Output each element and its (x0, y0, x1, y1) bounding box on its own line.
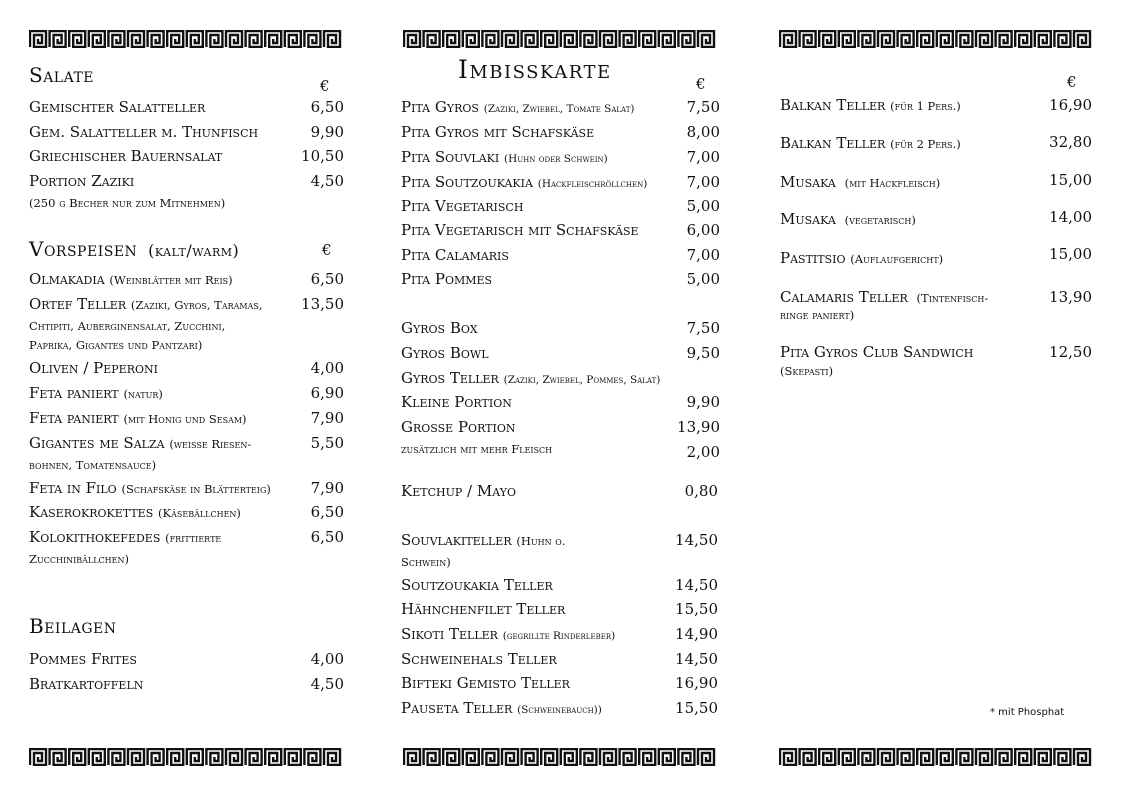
item-note: (mit Hackfleisch) (844, 176, 941, 190)
item-label: Pita Pommes (401, 270, 493, 288)
meander-border-bottom-right (779, 748, 1093, 766)
menu-item-price: 9,90 (686, 393, 720, 411)
menu-item-price: 10,50 (301, 147, 344, 165)
menu-item-name: Bratkartoffeln (29, 675, 144, 693)
item-note: (Tintenfisch- (916, 291, 989, 305)
item-note: (Hackfleischröllchen) (537, 178, 648, 190)
menu-title: Imbisskarte (458, 55, 612, 84)
menu-item-price: 14,90 (675, 625, 718, 643)
menu-item-price: 7,00 (686, 148, 720, 166)
meander-pattern (403, 748, 717, 766)
currency-symbol: € (696, 75, 706, 93)
beilagen-heading: Beilagen (29, 614, 117, 638)
menu-item-price: 7,00 (686, 173, 720, 191)
menu-item-price: 15,50 (675, 600, 718, 618)
meander-pattern (779, 748, 1093, 766)
salate-heading: Salate (29, 63, 95, 87)
menu-item-name: Gyros Bowl (401, 344, 489, 362)
menu-item-name (29, 503, 241, 522)
item-label: Pita Gyros mit Schafskäse (401, 123, 595, 141)
menu-item-price: 16,90 (1049, 96, 1092, 114)
meander-pattern (779, 30, 1093, 48)
item-label: Ortef Teller (29, 295, 127, 313)
item-note: (Huhn oder Schwein) (504, 153, 608, 165)
menu-item-name: Griechischer Bauernsalat (29, 147, 223, 165)
menu-item-price: 4,50 (310, 172, 344, 190)
item-label: Soutzoukakia Teller (401, 576, 553, 594)
item-note: (weiße Riesen- (169, 437, 252, 451)
item-label: Kaserokrokettes (29, 503, 154, 521)
item-label: Pita Vegetarisch (401, 197, 524, 215)
menu-item-name (780, 173, 940, 192)
menu-item-name: Gem. Salatteller m. Thunfisch (29, 123, 259, 141)
currency-symbol: € (320, 77, 330, 95)
menu-item-price: 14,50 (675, 650, 718, 668)
meander-pattern (29, 748, 343, 766)
menu-item-name (401, 674, 570, 692)
item-label: Feta paniert (29, 409, 119, 427)
menu-item-name (401, 246, 509, 264)
menu-item-name (29, 270, 233, 289)
menu-item-price: 8,00 (686, 123, 720, 141)
item-note: (Zaziki, Zwiebel, Pommes, Salat) (503, 374, 661, 386)
item-note: (Weinblätter mit Reis) (109, 273, 233, 287)
item-label: Souvlakiteller (401, 531, 512, 549)
menu-item-price: 5,00 (686, 270, 720, 288)
menu-item-price: 4,00 (310, 359, 344, 377)
menu-item-price: 2,00 (686, 443, 720, 461)
item-label: Pita Calamaris (401, 246, 509, 264)
menu-item-name (401, 98, 634, 118)
item-label: Pita Gyros (401, 98, 479, 116)
menu-item-name (29, 359, 158, 377)
menu-item-name: Kleine Portion (401, 393, 512, 411)
item-note: (Schweinebauch)) (517, 704, 602, 716)
menu-item-note: Zucchinibällchen) (29, 552, 129, 566)
menu-item-price: 7,00 (686, 246, 720, 264)
menu-item-price: 13,90 (1049, 288, 1092, 306)
vorspeisen-heading (29, 238, 239, 262)
right-column (748, 0, 1122, 793)
item-note: (natur) (123, 387, 163, 401)
item-note: (vegetarisch) (844, 213, 916, 227)
menu-item-name: Pommes Frites (29, 650, 137, 668)
menu-item-name (401, 600, 565, 618)
menu-item-name (29, 409, 247, 428)
menu-item-name (401, 699, 602, 719)
meander-border-top-middle (403, 30, 717, 48)
item-label: Pastitsio (780, 249, 846, 267)
left-column (0, 0, 374, 793)
item-label: Kolokithokefedes (29, 528, 161, 546)
item-label: Balkan Teller (780, 134, 886, 152)
menu-item-name (29, 384, 163, 403)
item-label: Pauseta Teller (401, 699, 513, 717)
menu-item-price: 4,00 (310, 650, 344, 668)
item-label: Musaka (780, 210, 836, 228)
menu-item-name (780, 134, 961, 153)
menu-item-name (780, 96, 961, 115)
menu-item-price: 6,50 (310, 503, 344, 521)
menu-item-note: Paprika, Gigantes und Pantzari) (29, 338, 203, 352)
menu-item-price: 32,80 (1049, 133, 1092, 151)
item-label: Pita Soutzoukakia (401, 173, 533, 191)
item-note: (Huhn o. (516, 534, 566, 548)
meander-border-top-left (29, 30, 343, 48)
menu-item-name (401, 173, 647, 193)
item-label: Feta paniert (29, 384, 119, 402)
meander-border-top-right (779, 30, 1093, 48)
menu-item-price: 15,50 (675, 699, 718, 717)
meander-border-bottom-left (29, 748, 343, 766)
item-label: Feta in Filo (29, 479, 117, 497)
item-note: (Schafskäse in Blätterteig) (121, 482, 271, 496)
item-note: (Zaziki, Zwiebel, Tomate Salat) (483, 103, 635, 115)
menu-item-price: 9,50 (686, 344, 720, 362)
item-label: Pita Vegetarisch mit Schafskäse (401, 221, 639, 239)
menu-item-price: 9,90 (310, 123, 344, 141)
menu-item-name (401, 270, 492, 288)
menu-item-price: 12,50 (1049, 343, 1092, 361)
menu-item-name (401, 123, 594, 141)
menu-item-name (780, 249, 943, 268)
menu-item-note: Schwein) (401, 555, 451, 569)
item-label: Gyros Teller (401, 369, 499, 387)
item-label: Hähnchenfilet Teller (401, 600, 566, 618)
item-note: (frittierte (165, 531, 222, 545)
item-note: (Auflaufgericht) (850, 252, 944, 266)
menu-item-price: 7,90 (310, 409, 344, 427)
meander-pattern (403, 30, 717, 48)
menu-item-price: 14,50 (675, 531, 718, 549)
item-note: (für 1 Pers.) (890, 99, 961, 113)
menu-item-price: 6,90 (310, 384, 344, 402)
menu-item-note: bohnen, Tomatensauce) (29, 458, 157, 472)
item-label: Schweinehals Teller (401, 650, 557, 668)
menu-item-price: 6,50 (310, 528, 344, 546)
menu-item-name: Gemischter Salatteller (29, 98, 206, 116)
menu-item-name: Gyros Box (401, 319, 478, 337)
item-note: (gegrillte Rinderleber) (502, 630, 616, 642)
currency-symbol: € (1067, 73, 1077, 91)
menu-item-price: 5,50 (310, 434, 344, 452)
item-label: Oliven / Peperoni (29, 359, 158, 377)
meander-border-bottom-middle (403, 748, 717, 766)
menu-item-note: ringe paniert) (780, 308, 855, 322)
item-label: Musaka (780, 173, 836, 191)
menu-item-note: (Skepasti) (780, 364, 834, 378)
menu-item-name (401, 369, 660, 389)
item-note: (Käsebällchen) (158, 506, 241, 520)
item-label: Gigantes me Salza (29, 434, 165, 452)
menu-item-name (29, 528, 221, 547)
vorspeisen-note: (kalt/warm) (148, 241, 240, 260)
menu-item-name (401, 650, 557, 668)
menu-item-name (401, 221, 639, 239)
item-label: Balkan Teller (780, 96, 886, 114)
menu-item-price: 7,50 (686, 319, 720, 337)
item-label: Calamaris Teller (780, 288, 908, 306)
menu-item-name (29, 479, 271, 498)
menu-item-name: Ketchup / Mayo (401, 482, 516, 500)
menu-item-price: 0,80 (684, 482, 718, 500)
menu-item-name (401, 148, 608, 168)
item-note: (Zaziki, Gyros, Taramas, (130, 298, 263, 312)
meander-pattern (29, 30, 343, 48)
menu-item-price: 13,90 (677, 418, 720, 436)
menu-item-name (401, 625, 615, 645)
menu-item-name (780, 210, 916, 229)
menu-item-price: 14,50 (675, 576, 718, 594)
menu-item-name (401, 576, 553, 594)
item-label: Pita Gyros Club Sandwich (780, 343, 974, 361)
menu-item-name: Grosse Portion (401, 418, 516, 436)
menu-item-price: 7,90 (310, 479, 344, 497)
menu-item-name (29, 434, 251, 453)
menu-item-name (780, 288, 988, 307)
menu-item-price: 15,00 (1049, 171, 1092, 189)
menu-item-price: 14,00 (1049, 208, 1092, 226)
currency-symbol: € (322, 241, 332, 259)
menu-item-name: Portion Zaziki (29, 172, 135, 190)
menu-item-price: 5,00 (686, 197, 720, 215)
menu-item-name (401, 531, 566, 550)
menu-item-price: 4,50 (310, 675, 344, 693)
menu-item-name (780, 343, 973, 361)
menu-item-price: 7,50 (686, 98, 720, 116)
item-label: Bifteki Gemisto Teller (401, 674, 570, 692)
item-label: Pita Souvlaki (401, 148, 500, 166)
menu-item-price: 6,50 (310, 270, 344, 288)
menu-item-price: 13,50 (301, 295, 344, 313)
item-note: (für 2 Pers.) (890, 137, 961, 151)
menu-item-price: 15,00 (1049, 245, 1092, 263)
footnote: * mit Phosphat (990, 707, 1065, 718)
menu-item-price: 6,00 (686, 221, 720, 239)
item-label: Olmakadia (29, 270, 105, 288)
menu-item-name (29, 295, 263, 314)
item-label: Sikoti Teller (401, 625, 498, 643)
vorspeisen-title: Vorspeisen (29, 237, 138, 261)
menu-item-price: 6,50 (310, 98, 344, 116)
menu-item-name (401, 197, 523, 215)
menu-item-note: zusätzlich mit mehr Fleisch (401, 442, 553, 456)
menu-item-note: (250 g Becher nur zum Mitnehmen) (29, 196, 226, 210)
item-note: (mit Honig und Sesam) (123, 412, 247, 426)
menu-item-price: 16,90 (675, 674, 718, 692)
menu-item-note: Chtipiti, Auberginensalat, Zucchini, (29, 319, 226, 333)
middle-column (374, 0, 748, 793)
